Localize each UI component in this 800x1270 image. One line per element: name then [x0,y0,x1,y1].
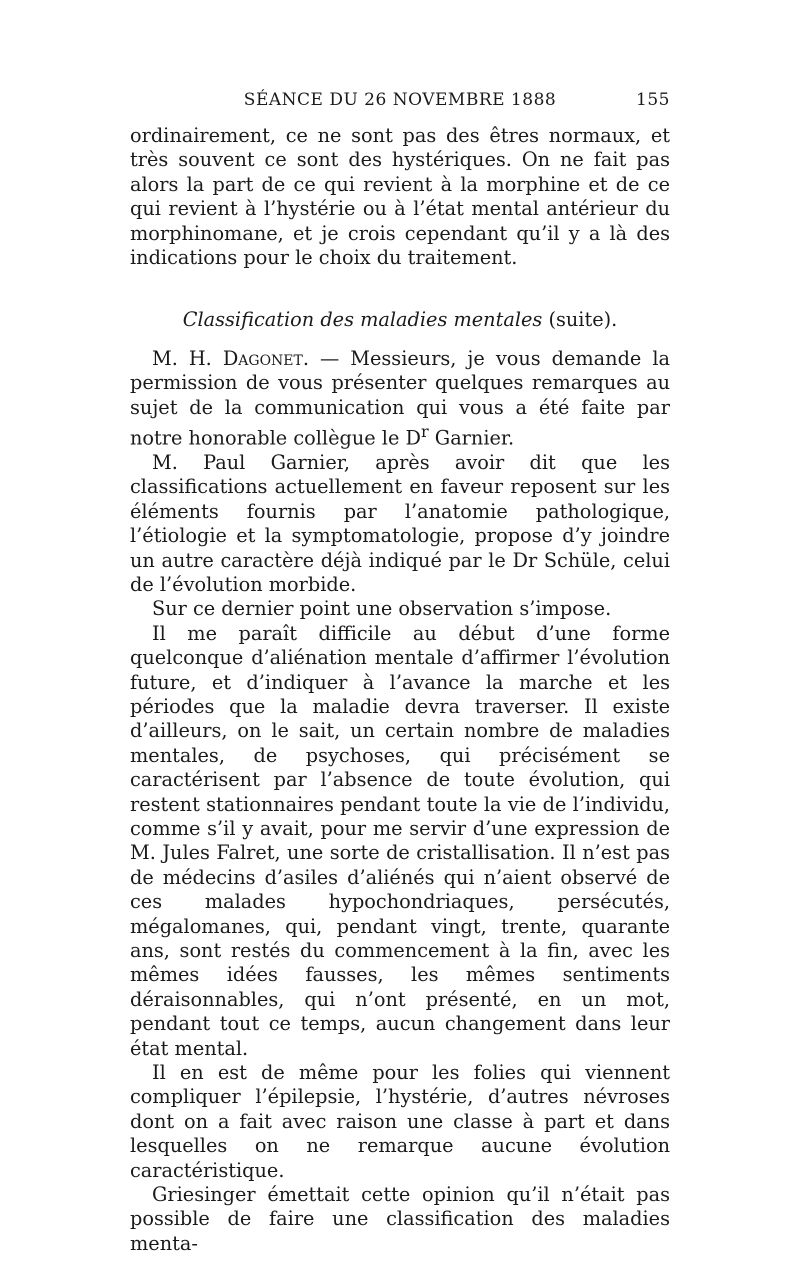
speaker-paragraph [130,347,670,451]
paragraph: Sur ce dernier point une observation s’impose. [152,597,612,621]
paragraph: Il en est de même pour les folies qui viennent compliquer l’épilepsie, l’hystérie, d’autres névroses dont on a fait avec raison une classe à part et dans lesquelles on ne remarque aucune évolution caractéristique. [130,1061,670,1182]
running-head-title: SÉANCE DU 26 NOVEMBRE 1888 [243,90,557,110]
section-heading-suffix: (suite). [542,308,618,332]
section-heading [130,308,670,332]
speaker-prefix: M. H. [152,346,223,370]
speaker-text: . — Messieurs, je vous demande la permission de vous présenter quelques remarques au sujet de la communication qui vous a été faite par notre honorable collègue le D [130,346,670,450]
page-body [130,124,670,1256]
doctor-superscript: r [420,422,429,442]
paragraph: Griesinger émettait cette opinion qu’il n’était pas possible de faire une classification des maladies menta- [130,1183,670,1255]
paragraph: Il me paraît difficile au début d’une forme quelconque d’aliénation mentale d’affirmer l’évolution future, et d’indiquer à l’avance la marche et les périodes que la maladie devra traverser. Il existe d’ailleurs, on le sait, un certain nombre de maladies mentales, de psychoses, qui précisément se caractérisent par l’absence de toute évolution, qui restent stationnaires pendant toute la vie de l’individu, comme s’il y avait, pour me servir d’une expression de M. Jules Falret, une sorte de cristallisation. Il n’est pas de médecins d’asiles d’aliénés qui n’aient observé de ces malades hypochondriaques, persécutés, mégalomanes, qui, pendant vingt, trente, quarante ans, sont restés du commencement à la fin, avec les mêmes idées fausses, les mêmes sentiments déraisonnables, qui n’ont présenté, en un mot, pendant tout ce temps, aucun changement dans leur état mental. [130,621,670,1060]
speaker-name: Dagonet [222,346,303,370]
speaker-text-end: Garnier. [428,426,515,450]
running-head [130,90,670,120]
opening-paragraph: ordinairement, ce ne sont pas des êtres normaux, et très souvent ce sont des hystériques. On ne fait pas alors la part de ce qui revient à la morphine et de ce qui revient à l’hystérie ou à l’état mental antérieur du morphinomane, et je crois cependant qu’il y a là des indications pour le choix du traitement. [130,124,670,270]
section-heading-title: Classification des maladies mentales [182,308,543,332]
paragraph: M. Paul Garnier, après avoir dit que les classifications actuellement en faveur reposent sur les éléments fournis par l’anatomie pathologique, l’étiologie et la symptomatologie, propose d’y joindre un autre caractère déjà indiqué par le Dr Schüle, celui de l’évolution morbide. [130,450,670,596]
page-number: 155 [636,90,670,110]
